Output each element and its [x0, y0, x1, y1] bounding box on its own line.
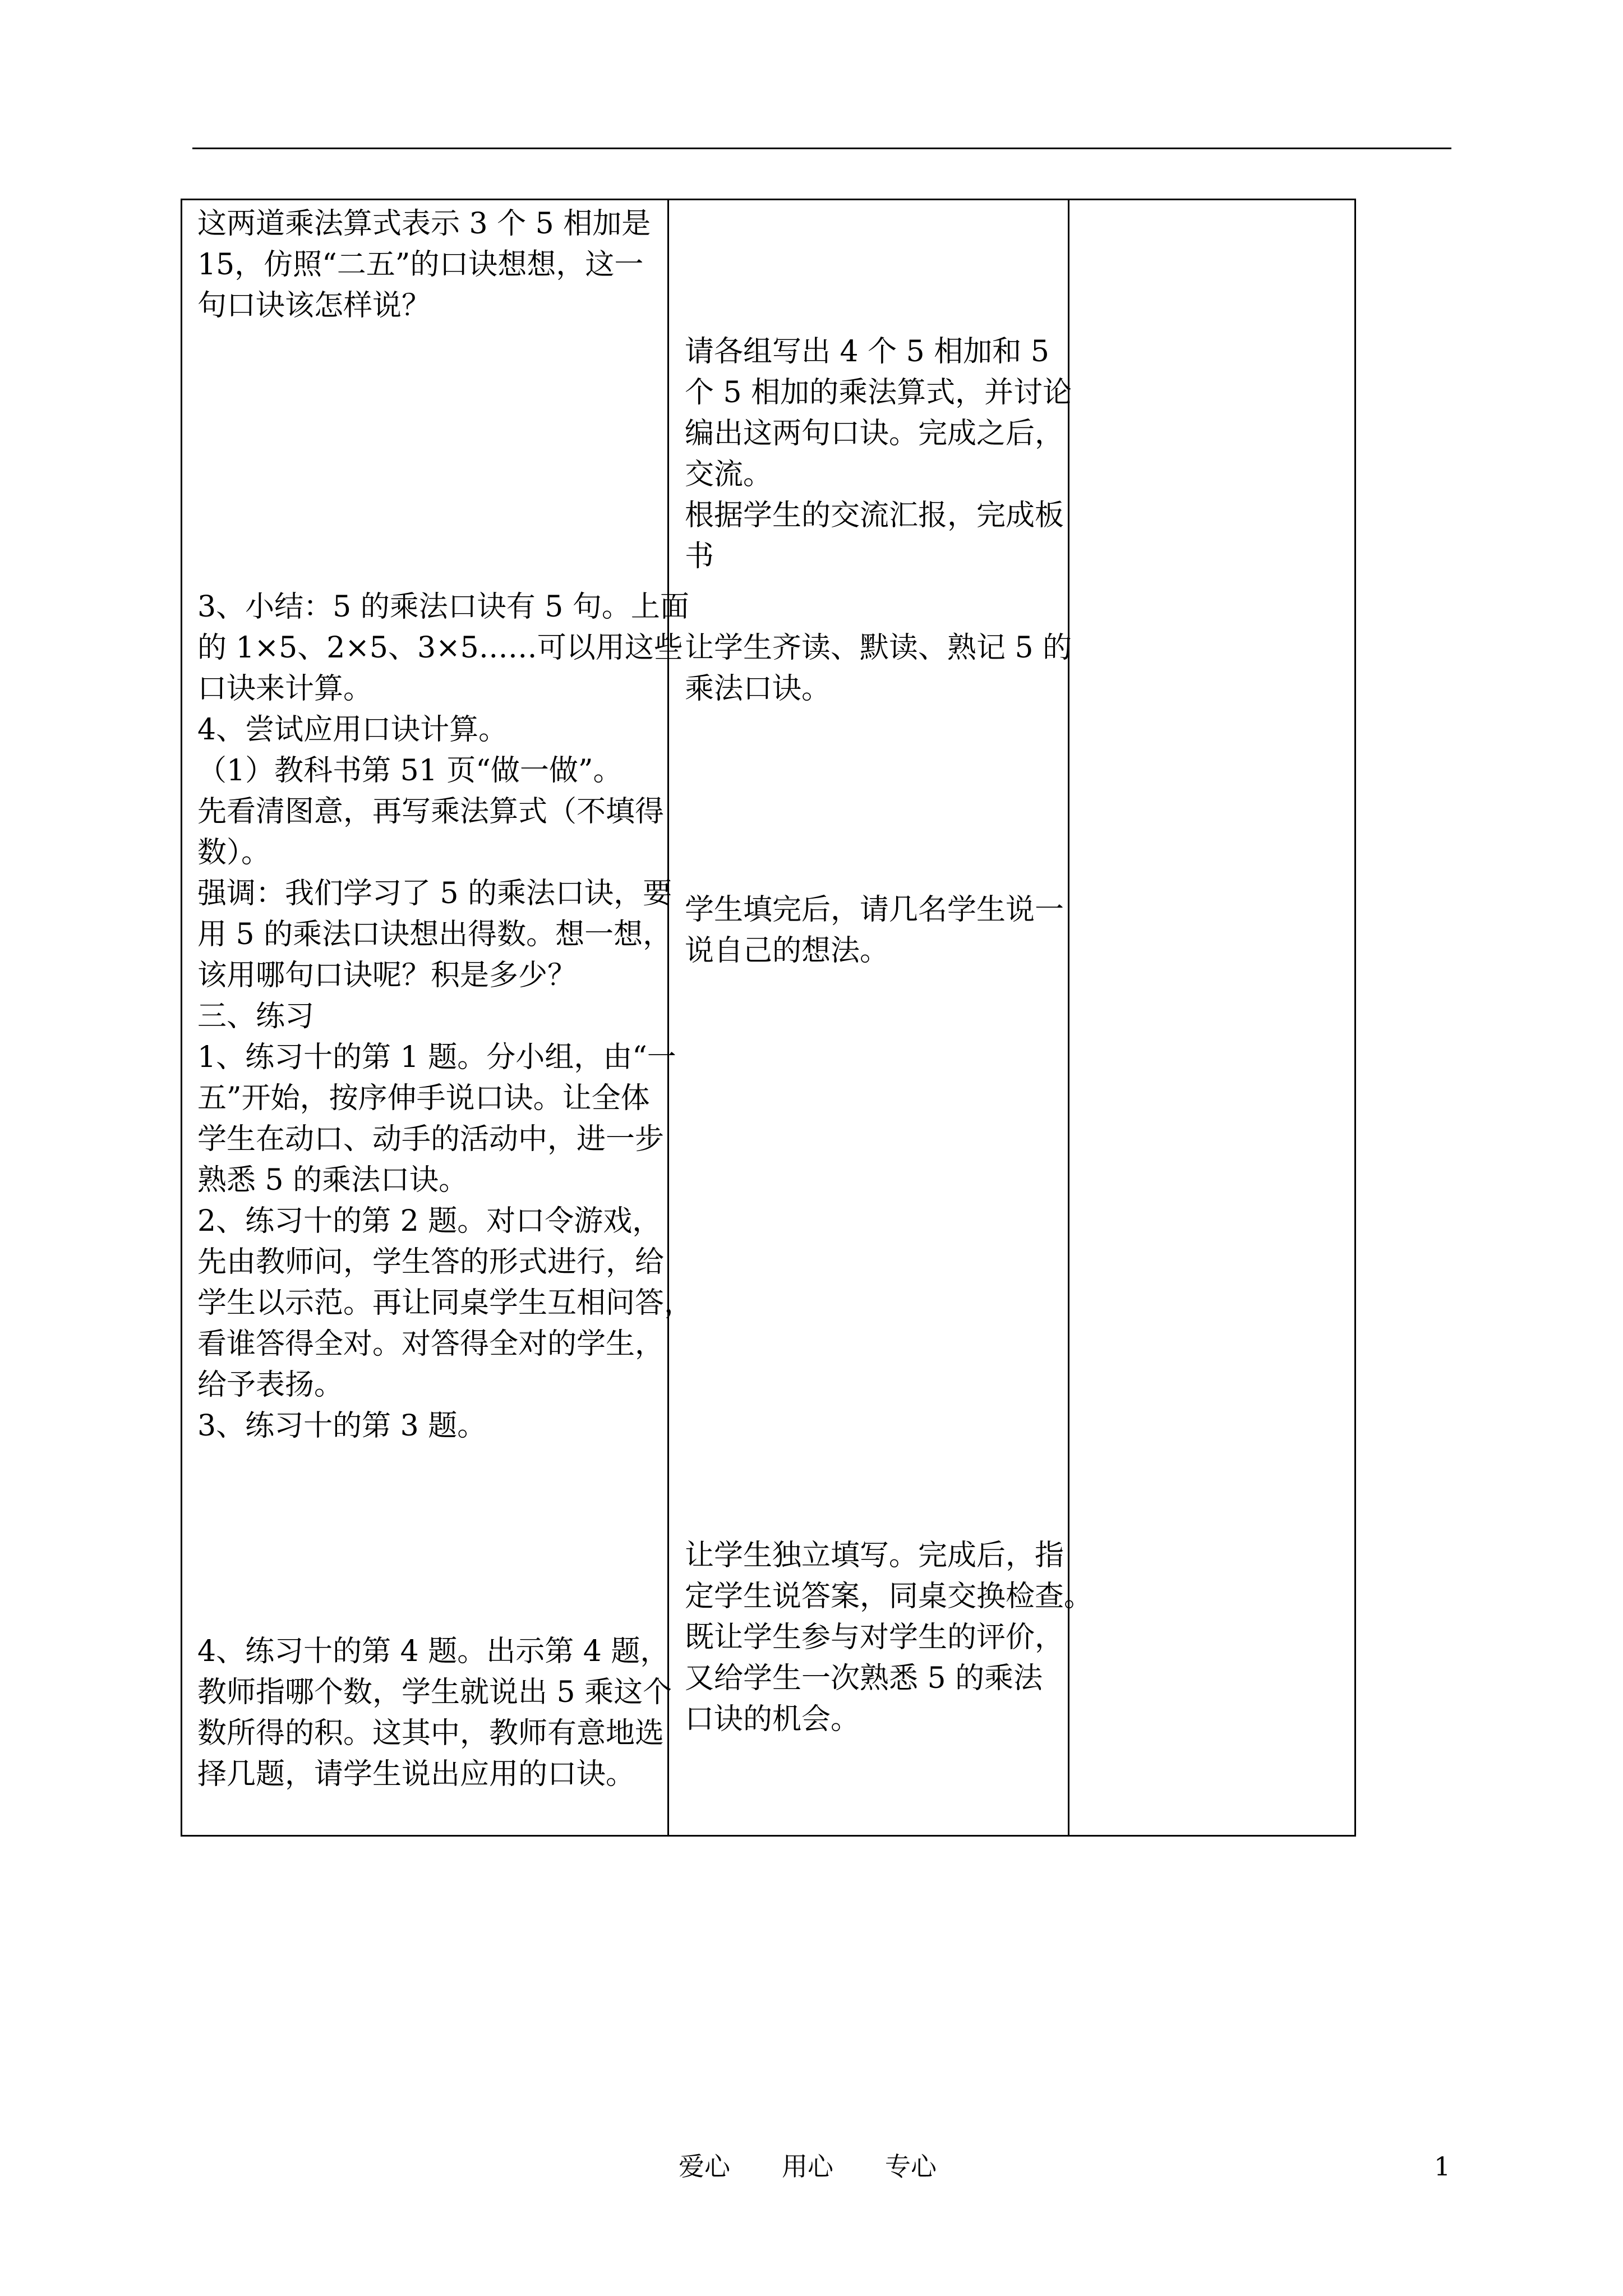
- teaching-process-text: 4、练习十的第 4 题。出示第 4 题， 教师指哪个数，学生就说出 5 乘这个 数所得的积。这其中，教师有意地选 择几题，请学生说出应用的口诀。: [197, 1635, 672, 1791]
- student-activity-text: 让学生齐读、默读、熟记 5 的 乘法口诀。: [685, 631, 1072, 706]
- student-activity-text: 学生填完后，请几名学生说一 说自己的想法。: [685, 893, 1064, 968]
- teaching-process-text: 3、小结：5 的乘法口诀有 5 句。上面 的 1×5、2×5、3×5……可以用这些 口诀来计算。 4、尝试应用口诀计算。 （1）教科书第 51 页“做一做”。 先看清图意，再写乘法算式（不填得 数）。 强调：我们学习了 5 的乘法口诀，要 用 5 的乘法口诀想出得数。想一想， 该用哪句口诀呢？积是多少？ 三、练习 1、练习十的第 1 题。分小组，由“一 五”开始，按序伸手说口诀。让全体 学生在动口、动手的活动中，进一步 熟悉 5 的乘法口诀。 2、练习十的第 2 题。对口令游戏， 先由教师问，学生答的形式进行，给 学生以示范。再让同桌学生互相问答， 看谁答得全对。对答得全对的学生， 给予表扬。 3、练习十的第 3 题。: [197, 590, 694, 1443]
- student-activity-text: 请各组写出 4 个 5 相加和 5 个 5 相加的乘法算式，并讨论 编出这两句口诀。完成之后， 交流。 根据学生的交流汇报，完成板 书: [685, 335, 1072, 573]
- footer-motto: 爱心 用心 专心: [679, 2151, 937, 2182]
- lesson-table: [181, 199, 1356, 1837]
- page-number: 1: [1434, 2151, 1451, 2182]
- header-rule: [192, 148, 1451, 149]
- teaching-process-text: 这两道乘法算式表示 3 个 5 相加是 15，仿照“二五”的口诀想想，这一 句口诀该怎样说？: [197, 207, 651, 323]
- student-activity-text: 让学生独立填写。完成后，指 定学生说答案，同桌交换检查。 既让学生参与对学生的评价， 又给学生一次熟悉 5 的乘法 口诀的机会。: [685, 1539, 1094, 1736]
